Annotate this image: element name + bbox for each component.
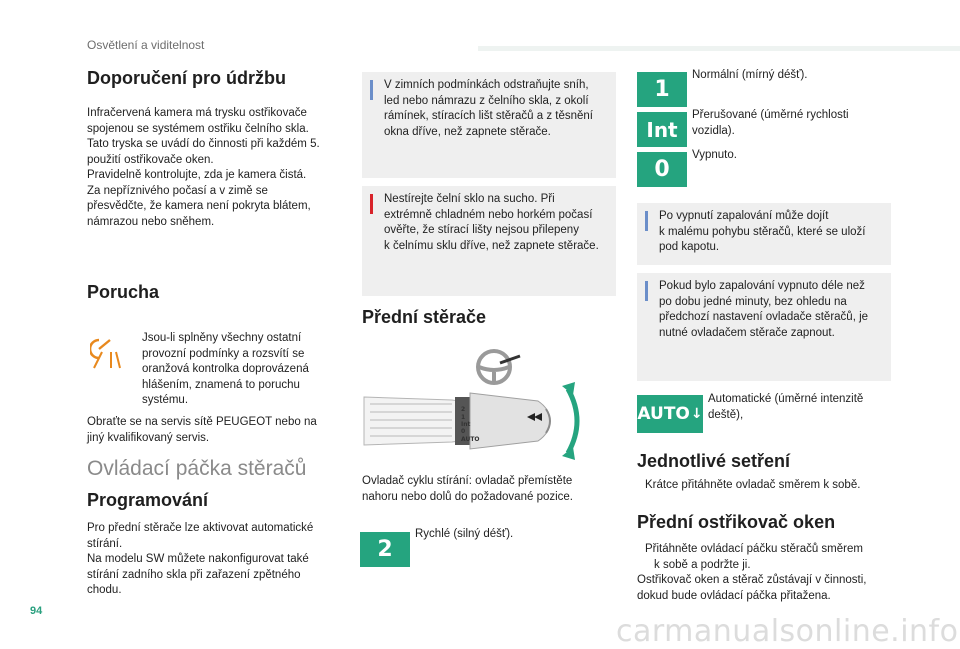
mode-0-badge: 0 (637, 152, 687, 187)
mode-1-text: Normální (mírný déšť). (692, 69, 808, 81)
lever-body (364, 393, 550, 449)
lever-position-int: Int (461, 421, 471, 428)
info-icon (645, 211, 648, 231)
mode-auto-text: Automatické (úměrné intenzitě deště), (708, 393, 864, 421)
wiper-park-info-box: Po vypnutí zapalování může dojít k malému pohybu stěračů, které se uloží pod kapotu. (637, 203, 891, 265)
ignition-info-box: Pokud bylo zapalování vypnuto déle než po dobu jedné minuty, bez ohledu na předchozí nastavení ovladače stěračů, je nutné ovladačem stěrače zapnout. (637, 273, 891, 381)
single-wipe-text: Krátce přitáhněte ovladač směrem k sobě. (645, 479, 861, 491)
lever-position-0: 0 (461, 428, 466, 435)
page-number: 94 (30, 605, 43, 617)
mode-0-text: Vypnuto. (692, 149, 737, 161)
single-wipe-heading: Jednotlivé setření (637, 451, 791, 471)
front-wipers-heading: Přední stěrače (362, 307, 487, 327)
dry-wipe-warning-box: Nestírejte čelní sklo na sucho. Při extrémně chladném nebo horkém počasí ověřte, že stírací lišty nejsou přilepeny k čelnímu sklu dříve, než zapnete stěrače. (362, 186, 616, 296)
service-text: Obraťte se na servis sítě PEUGEOT nebo na jiný kvalifikovaný servis. (87, 416, 317, 444)
programming-heading: Programování (87, 490, 209, 510)
wiper-lever-heading: Ovládací páčka stěračů (87, 457, 307, 480)
programming-text: Pro přední stěrače lze aktivovat automatické stírání. Na modelu SW můžete nakonfigurovat také stírání zadního skla při zařazení zpětného chodu. (87, 522, 314, 596)
fault-heading: Porucha (87, 282, 160, 302)
wiper-lever-diagram (360, 345, 600, 465)
steering-wheel-icon (478, 351, 520, 383)
maintenance-text: Infračervená kamera má trysku ostřikovače spojenou se systémem ostřiku čelního skla. Tato tryska se uvádí do činnosti při každém 5. použití ostřikovače oken. Pravidelně kontrolujte, zda je kamera čistá. Za nepříznivého počasí a v zimě se přesvědčte, že kamera není pokryta blátem, námrazou nebo sněhem. (87, 107, 320, 228)
info-icon (645, 281, 648, 301)
header-divider (478, 46, 960, 51)
mode-auto-badge: AUTO ↓ (637, 395, 703, 433)
maintenance-heading: Doporučení pro údržbu (87, 68, 286, 88)
mode-int-text: Přerušované (úměrné rychlosti vozidla). (692, 109, 849, 137)
lever-position-1: 1 (461, 414, 466, 421)
lever-position-auto: AUTO (461, 436, 480, 443)
section-header-title: Osvětlení a viditelnost (87, 38, 205, 52)
fault-text: Jsou-li splněny všechny ostatní provozní podmínky a rozsvítí se oranžová kontrolka doprovázená hlášením, znamená to poruchu systému. (142, 332, 309, 406)
winter-info-box: V zimních podmínkách odstraňujte sníh, led nebo námrazu z čelního skla, z okolí rámínek, stíracích lišt stěračů a z těsnění okna dříve, než zapnete stěrače. (362, 72, 616, 178)
auto-arrow-icon: ↓ (690, 406, 703, 422)
diagram-caption: Ovladač cyklu stírání: ovladač přemístěte nahoru nebo dolů do požadované pozice. (362, 475, 574, 503)
lever-position-2: 2 (461, 406, 466, 413)
mode-1-badge: 1 (637, 72, 687, 107)
washer-heading: Přední ostřikovač oken (637, 512, 836, 532)
washer-text: Přitáhněte ovládací páčku stěračů směrem k sobě a podržte ji. Ostřikovač oken a stěrač zůstávají v činnosti, dokud bude ovládací páčka přitažena. (637, 543, 867, 602)
mode-2-badge: 2 (360, 532, 410, 567)
wiper-fault-warning-icon (90, 336, 126, 370)
watermark: carmanualsonline.info (616, 614, 959, 649)
mode-int-badge: Int (637, 112, 687, 147)
warning-icon (370, 194, 373, 214)
mode-2-text: Rychlé (silný déšť). (415, 528, 514, 540)
direction-arrows-icon (562, 382, 577, 460)
info-icon (370, 80, 373, 100)
